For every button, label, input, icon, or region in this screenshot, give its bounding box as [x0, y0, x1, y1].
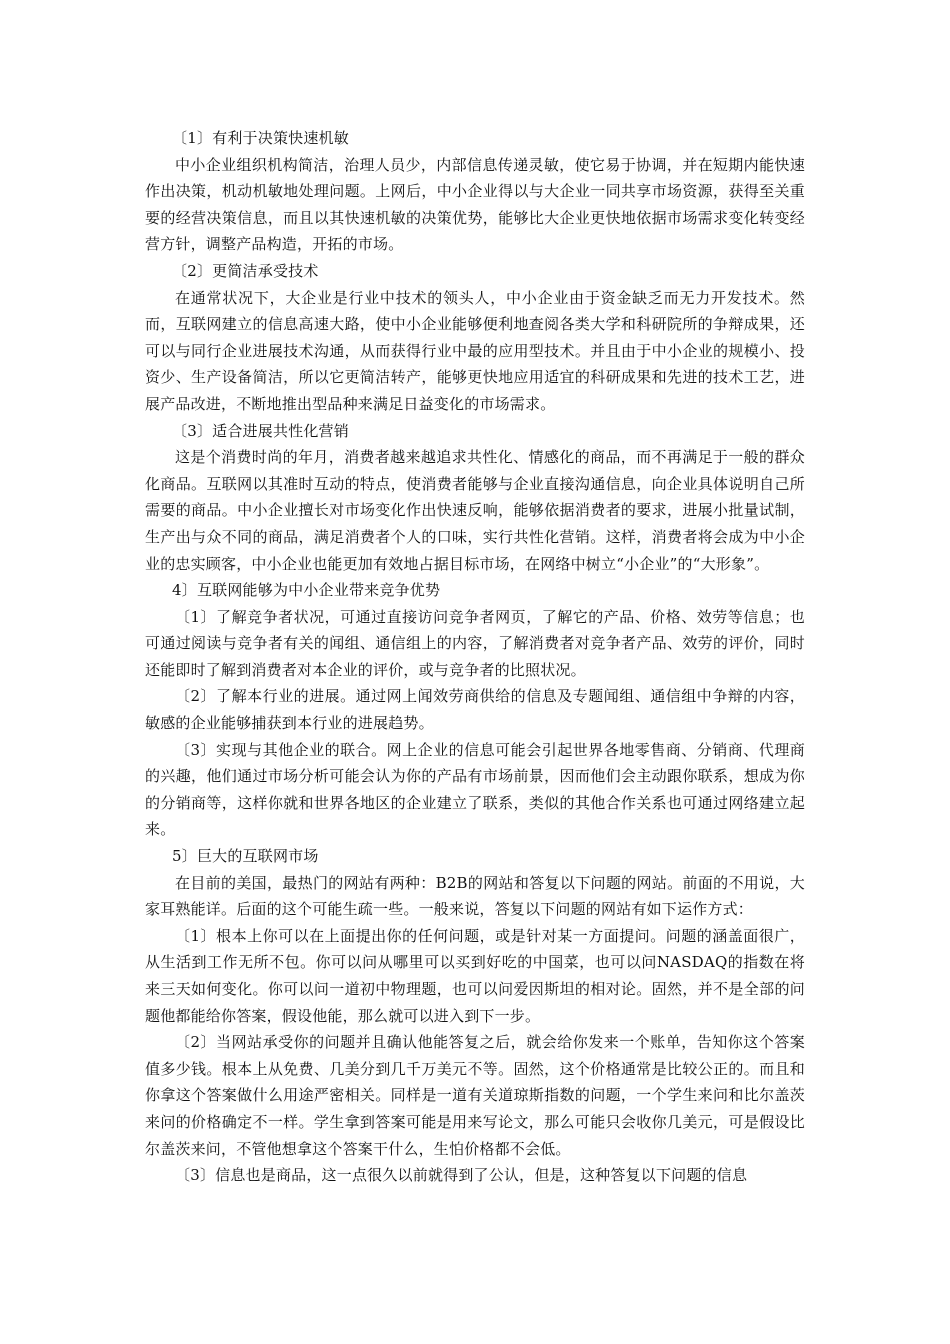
section-heading-technology: 〔2〕更简洁承受技术 — [172, 261, 319, 280]
paragraph-industry-trends: 〔2〕了解本行业的进展。通过网上闻效劳商供给的信息及专题闻组、通信组中争辩的内容，敏感的企业能够捕获到本行业的进展趋势。 — [145, 687, 805, 733]
paragraph-billing: 〔2〕当网站承受你的问题并且确认他能答复之后，就会给你发来一个账单，告知你这个答案值多少钱。根本上从免费、几美分到几千万美元不等。固然，这个价格通常是比较公正的。而且和你拿这个答案做什么用途严密相关。同样是一道有关道琼斯指数的问题，一个学生来问和比尔盖茨来问的价格确定不一样。学生拿到答案可能是用来写论文，那么可能只会收你几美元，可是假设比尔盖茨来问，不管他想拿这个答案干什么，生怕价格都不会低。 — [145, 1033, 805, 1158]
paragraph-information-commodity: 〔3〕信息也是商品，这一点很久以前就得到了公认，但是，这种答复以下问题的信息 — [175, 1166, 748, 1185]
paragraph-us-websites: 在目前的美国，最热门的网站有两种：B2B的网站和答复以下问题的网站。前面的不用说，大家耳熟能详。后面的这个可能生疏一些。一般来说，答复以下问题的网站有如下运作方式： — [145, 873, 805, 919]
document-body — [145, 125, 805, 1189]
paragraph-enterprise-alliance: 〔3〕实现与其他企业的联合。网上企业的信息可能会引起世界各地零售商、分销商、代理商的兴趣，他们通过市场分析可能会认为你的产品有市场前景，因而他们会主动跟你联系，想成为你的分销商等，这样你就和世界各地区的企业建立了联系，类似的其他合作关系也可通过网络建立起来。 — [145, 740, 805, 839]
section-heading-marketing: 〔3〕适合进展共性化营销 — [172, 421, 349, 440]
paragraph-decision: 中小企业组织机构简洁，治理人员少，内部信息传递灵敏，使它易于协调，并在短期内能快速作出决策，机动机敏地处理问题。上网后，中小企业得以与大企业一同共享市场资源，获得至关重要的经营决策信息，而且以其快速机敏的决策优势，能够比大企业更快地依据市场需求变化转变经营方针，调整产品构造，开拓的市场。 — [145, 155, 805, 254]
section-heading-decision: 〔1〕有利于决策快速机敏 — [172, 129, 349, 147]
section-heading-competitive-advantage: 4〕互联网能够为中小企业带来竞争优势 — [172, 581, 441, 600]
section-heading-internet-market: 5〕巨大的互联网市场 — [172, 847, 319, 866]
paragraph-competitors: 〔1〕了解竞争者状况，可通过直接访问竞争者网页，了解它的产品、价格、效劳等信息；也可通过阅读与竞争者有关的闻组、通信组上的内容，了解消费者对竞争者产品、效劳的评价，同时还能即时了解到消费者对本企业的评价，或与竞争者的比照状况。 — [145, 607, 805, 679]
paragraph-technology: 在通常状况下，大企业是行业中技术的领头人，中小企业由于资金缺乏而无力开发技术。然而，互联网建立的信息高速大路，使中小企业能够便利地查阅各类大学和科研院所的争辩成果，还可以与同行企业进展技术沟通，从而获得行业中最的应用型技术。并且由于中小企业的规模小、投资少、生产设备简洁，所以它更简洁转产，能够更快地应用适宜的科研成果和先进的技术工艺，进展产品改进，不断地推出型品种来满足日益变化的市场需求。 — [145, 288, 805, 413]
paragraph-marketing: 这是个消费时尚的年月，消费者越来越追求共性化、情感化的商品，而不再满足于一般的群众化商品。互联网以其准时互动的特点，使消费者能够与企业直接沟通信息，向企业具体说明自己所需要的商品。中小企业擅长对市场变化作出快速反响，能够依据消费者的要求，进展小批量试制，生产出与众不同的商品，满足消费者个人的口味，实行共性化营销。这样，消费者将会成为中小企业的忠实顾客，中小企业也能更加有效地占据目标市场，在网络中树立“小企业”的“大形象”。 — [145, 448, 805, 573]
paragraph-ask-questions: 〔1〕根本上你可以在上面提出你的任何问题，或是针对某一方面提问。问题的涵盖面很广，从生活到工作无所不包。你可以问从哪里可以买到好吃的中国菜，也可以问NASDAQ的指数在将来三天如何变化。你可以问一道初中物理题，也可以问爱因斯坦的相对论。固然，并不是全部的问题他都能给你答案，假设他能，那么就可以进入到下一步。 — [145, 926, 805, 1025]
